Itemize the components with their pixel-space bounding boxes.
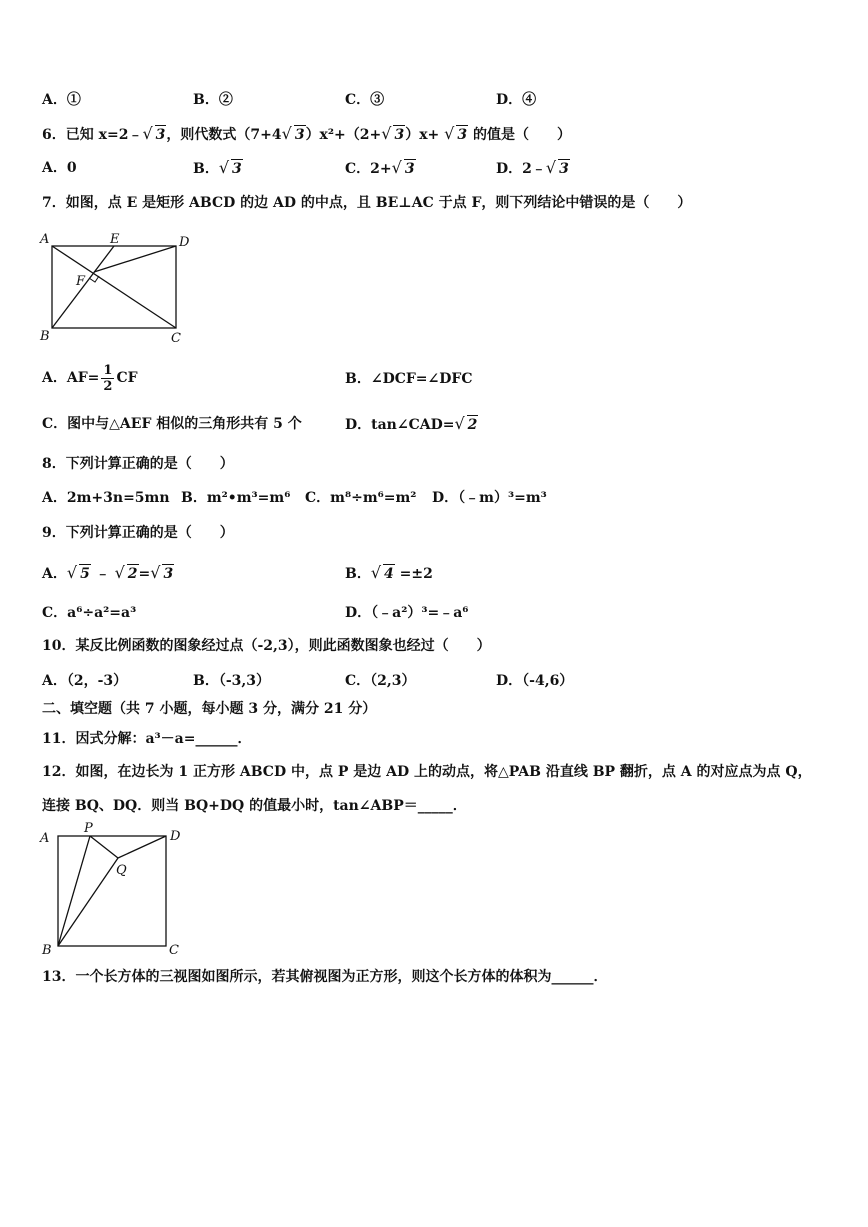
q5-option-d: D．④ <box>496 92 537 108</box>
q7-label-d: D <box>179 235 190 250</box>
q6-option-b: B．√ 3 <box>193 158 242 177</box>
q8-stem: 8．下列计算正确的是（ ） <box>42 456 234 472</box>
q9-option-c: C．a⁶÷a²=a³ <box>42 605 137 621</box>
q12-label-d: D <box>170 829 181 844</box>
q8-option-c: C．m⁸÷m⁶=m² <box>305 490 417 506</box>
q10-option-a: A．（2，-3） <box>42 673 128 689</box>
q7-label-b: B <box>40 329 50 344</box>
q9-option-a: A．√ 5 ﹣ √ 2=√ 3 <box>42 563 174 582</box>
q7-label-c: C <box>171 331 181 346</box>
q10-option-d: D．（-4,6） <box>496 673 574 689</box>
q12-label-a: A <box>40 831 50 846</box>
q7-option-d: D．tan∠CAD=√ 2 <box>345 414 478 433</box>
q7-figure <box>38 230 198 348</box>
q8-option-a: A．2m+3n=5mn <box>42 490 170 506</box>
q5-option-c: C．③ <box>345 92 385 108</box>
q12-stem-line2: 连接 BQ、DQ．则当 BQ+DQ 的值最小时，tan∠ABP＝_____． <box>42 798 467 814</box>
q13-stem: 13．一个长方体的三视图如图所示，若其俯视图为正方形，则这个长方体的体积为______． <box>42 969 608 985</box>
q5-option-a: A．① <box>42 92 81 108</box>
q8-option-b: B．m²•m³=m⁶ <box>181 490 291 506</box>
q6-option-c: C．2+√ 3 <box>345 158 415 177</box>
q7-label-f: F <box>76 274 86 289</box>
q9-stem: 9．下列计算正确的是（ ） <box>42 525 234 541</box>
q6-option-d: D．2﹣√ 3 <box>496 158 569 177</box>
section-heading: 二、填空题（共 7 小题，每小题 3 分，满分 21 分） <box>42 701 377 717</box>
q9-option-b: B．√ 4 =±2 <box>345 563 433 582</box>
q12-label-c: C <box>169 943 179 958</box>
q7-option-b: B．∠DCF=∠DFC <box>345 371 473 387</box>
q8-option-d: D．（﹣m）³=m³ <box>432 490 547 506</box>
q7-stem: 7．如图，点 E 是矩形 ABCD 的边 AD 的中点，且 BE⊥AC 于点 F，则下列结论中错误的是（ ） <box>42 195 692 211</box>
q7-option-c: C．图中与△AEF 相似的三角形共有 5 个 <box>42 416 302 432</box>
q12-stem-line1: 12．如图，在边长为 1 正方形 ABCD 中，点 P 是边 AD 上的动点，将△PAB 沿直线 BP 翻折，点 A 的对应点为点 Q， <box>42 764 812 780</box>
q6-stem: 6．已知 x=2﹣√ 3，则代数式（7+4√ 3）x²+（2+√ 3）x+ √ 3 的值是（ ） <box>42 124 571 143</box>
q10-option-b: B．（-3,3） <box>193 673 270 689</box>
q7-option-a: A．AF= $\frac{1}{2}$ CF <box>42 362 138 394</box>
fraction-one-half: $\frac{1}{2}$ <box>103 362 113 394</box>
q7-label-e: E <box>110 232 120 247</box>
q7-label-a: A <box>40 232 50 247</box>
q5-option-b: B．② <box>193 92 233 108</box>
q12-label-p: P <box>84 821 93 836</box>
q12-label-b: B <box>42 943 52 958</box>
q12-label-q: Q <box>116 863 127 878</box>
q9-option-d: D．（﹣a²）³=﹣a⁶ <box>345 605 469 621</box>
q12-figure <box>38 820 188 960</box>
q10-stem: 10．某反比例函数的图象经过点（-2,3），则此函数图象也经过（ ） <box>42 638 491 654</box>
q6-option-a: A．0 <box>42 160 77 176</box>
q10-option-c: C．（2,3） <box>345 673 416 689</box>
q11-stem: 11．因式分解：a³－a=______． <box>42 731 252 747</box>
